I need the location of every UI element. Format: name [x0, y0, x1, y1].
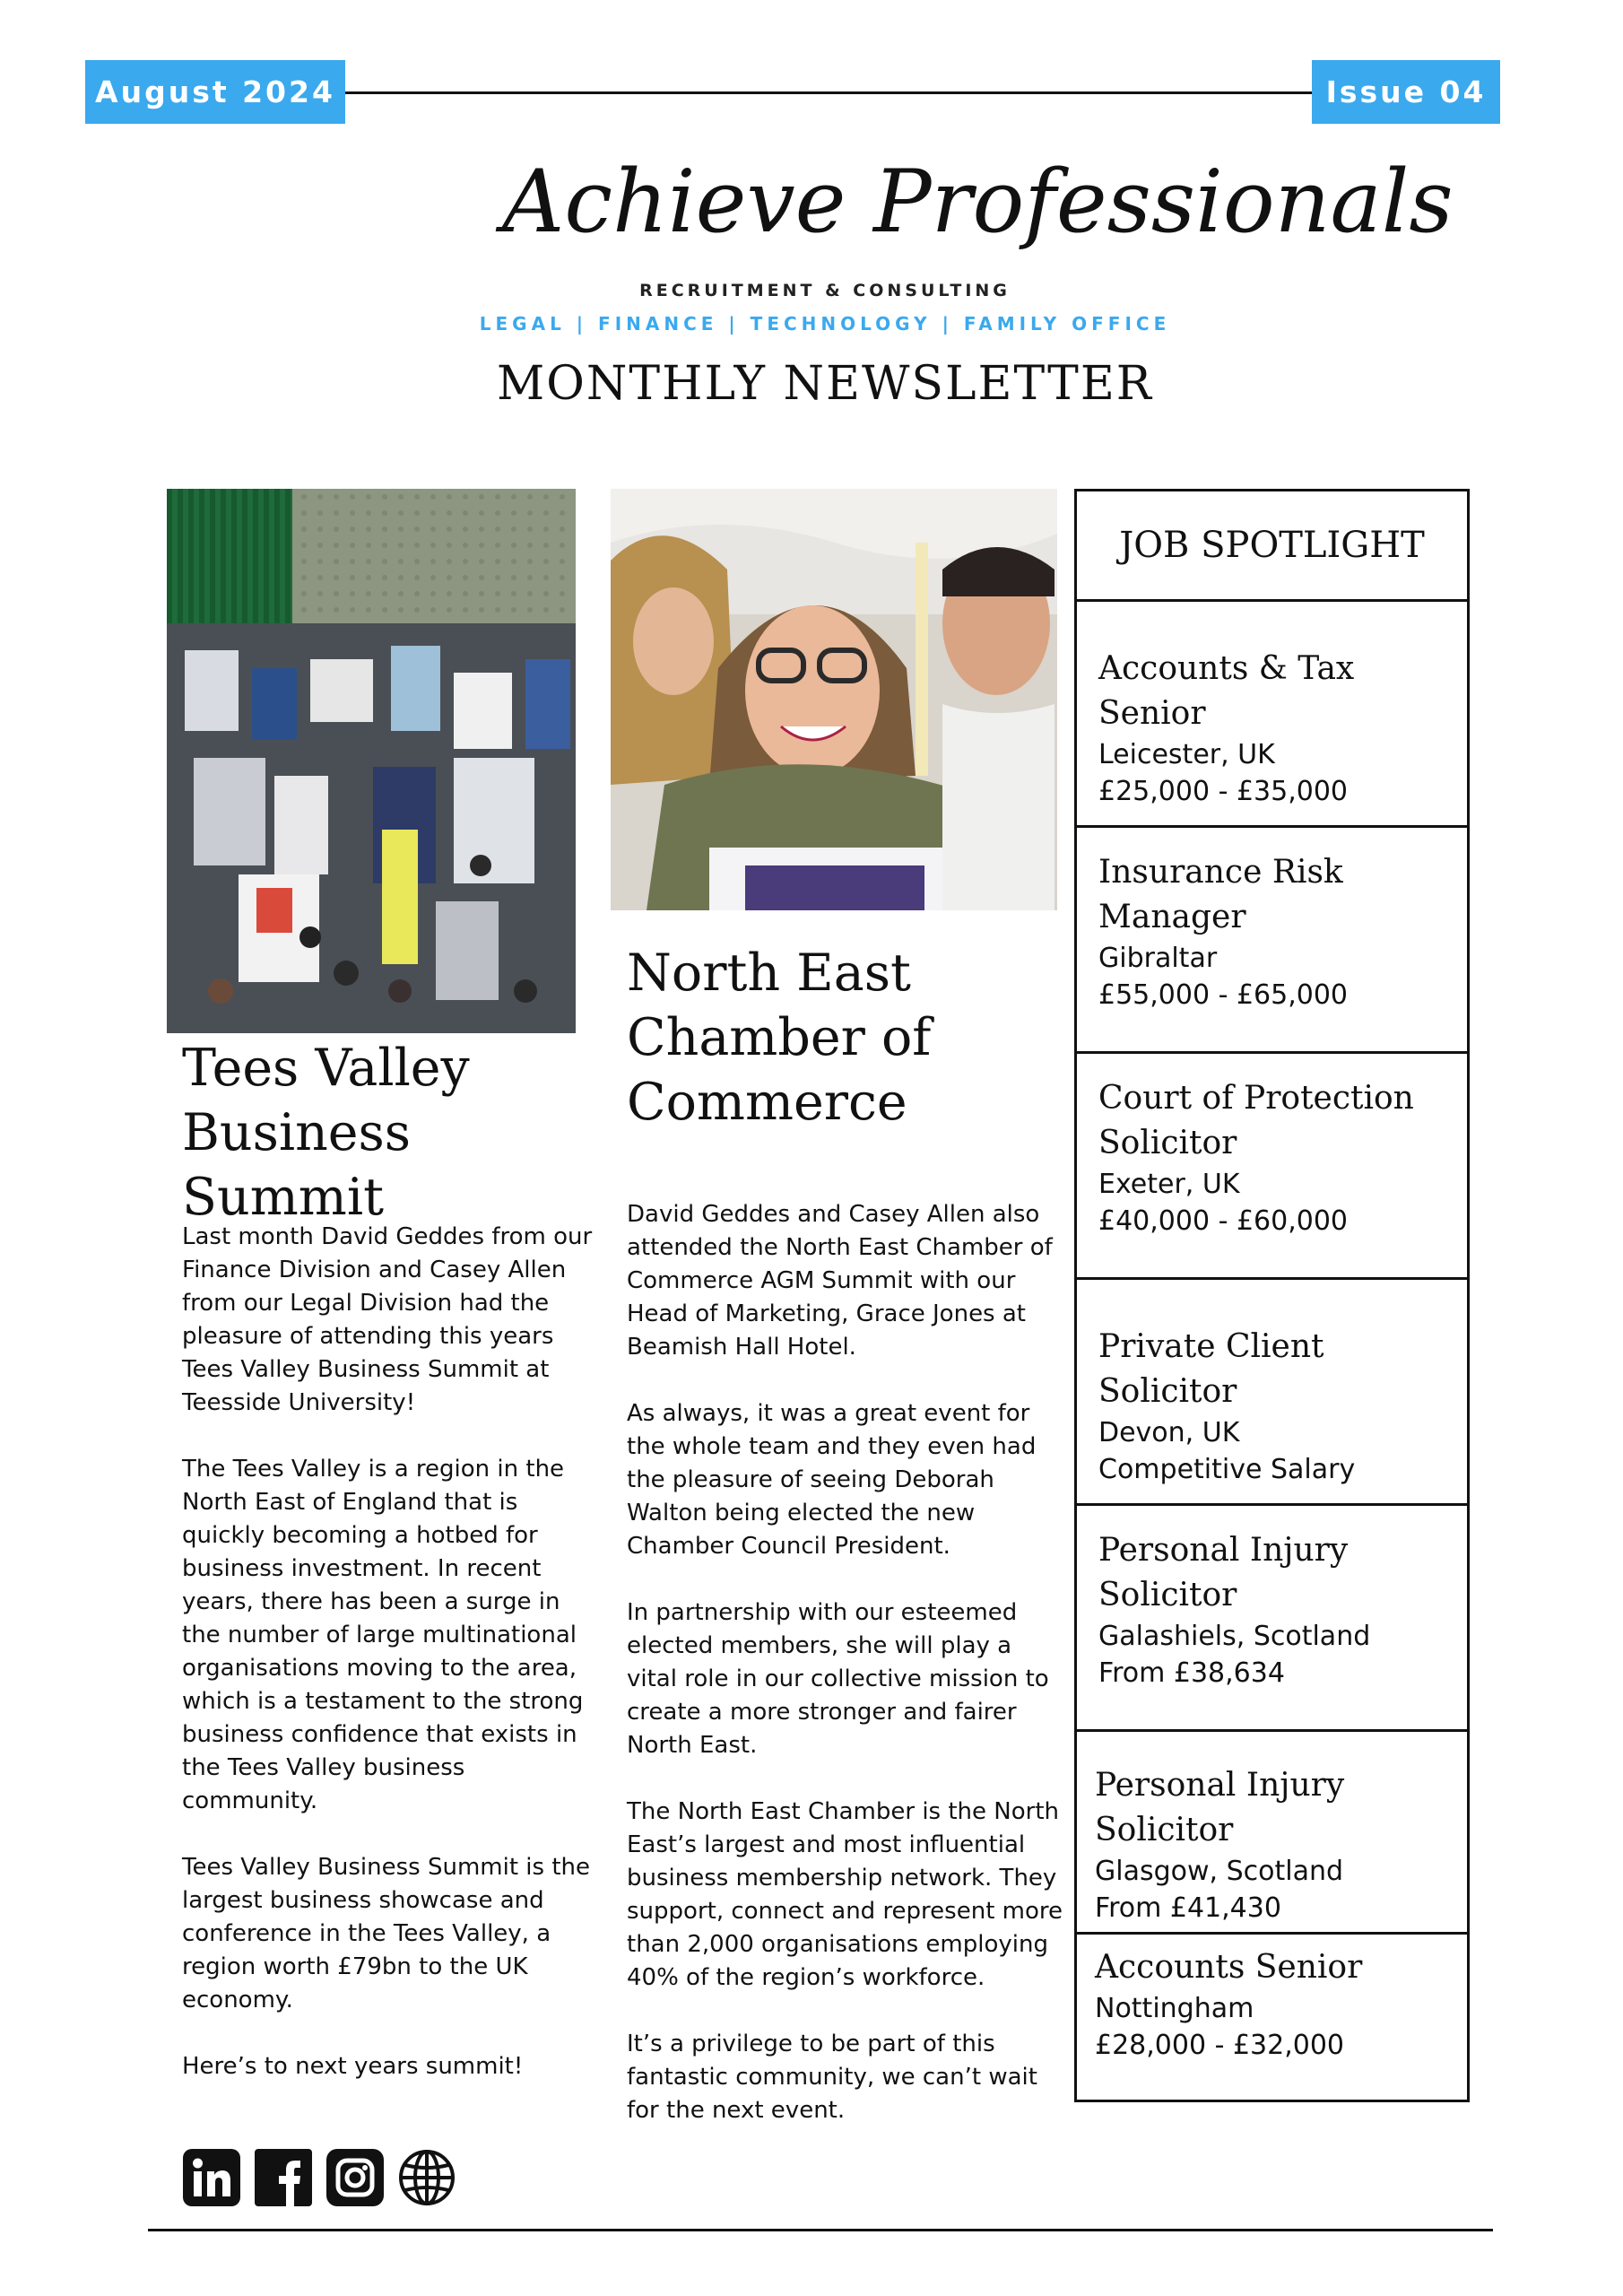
job-card[interactable] — [1077, 1732, 1467, 1935]
header-divider — [345, 91, 1312, 94]
job-title: Accounts & Tax Senior — [1098, 650, 1355, 732]
article-1-headline: Tees Valley Business Summit — [182, 1039, 470, 1227]
job-location: Devon, UK — [1098, 1417, 1240, 1448]
job-location: Galashiels, Scotland — [1098, 1621, 1371, 1652]
article-2-headline: North East Chamber of Commerce — [627, 944, 932, 1132]
issue-badge: Issue 04 — [1312, 60, 1500, 124]
article-paragraph: In partnership with our esteemed elected members, she will play a vital role in our collective mission to create a more stronger and fairer North East. — [627, 1599, 1049, 1759]
job-location: Glasgow, Scotland — [1095, 1856, 1344, 1887]
job-salary: £55,000 - £65,000 — [1098, 979, 1349, 1011]
job-spotlight-title: JOB SPOTLIGHT — [1077, 491, 1467, 602]
job-salary: From £38,634 — [1098, 1657, 1285, 1689]
job-card[interactable] — [1077, 828, 1467, 1054]
article-2-body — [627, 1198, 1066, 2161]
job-title: Private Client Solicitor — [1098, 1328, 1324, 1410]
job-spotlight — [1074, 489, 1470, 2102]
social-links — [182, 2148, 456, 2207]
article-1-body — [182, 1221, 603, 2117]
job-salary: £28,000 - £32,000 — [1095, 2030, 1345, 2061]
article-paragraph: It’s a privilege to be part of this fantastic community, we can’t wait for the next event. — [627, 2031, 1037, 2124]
globe-icon[interactable] — [397, 2148, 456, 2207]
job-salary: From £41,430 — [1095, 1892, 1281, 1924]
article-paragraph: As always, it was a great event for the whole team and they even had the pleasure of seeing Deborah Walton being elected the new Chamber Council President. — [627, 1400, 1037, 1560]
job-card[interactable] — [1077, 1280, 1467, 1506]
chamber-event-photo — [611, 489, 1057, 910]
article-paragraph: David Geddes and Casey Allen also attended the North East Chamber of Commerce AGM Summit with our Head of Marketing, Grace Jones at Beamish Hall Hotel. — [627, 1201, 1053, 1361]
job-location: Leicester, UK — [1098, 739, 1275, 770]
job-location: Gibraltar — [1098, 943, 1218, 974]
date-badge: August 2024 — [85, 60, 345, 124]
job-card[interactable] — [1077, 602, 1467, 828]
job-title: Accounts Senior — [1095, 1949, 1363, 1986]
job-title: Personal Injury Solicitor — [1095, 1767, 1345, 1848]
article-paragraph: The Tees Valley is a region in the North East of England that is quickly becoming a hotbed for business investment. In recent years, there has been a surge in the number of large multinational organisations moving to the area, which is a testament to the strong business confidence that exists in the Tees Valley business community. — [182, 1456, 584, 1814]
job-title: Court of Protection Solicitor — [1098, 1080, 1414, 1161]
article-paragraph: Here’s to next years summit! — [182, 2053, 524, 2080]
newsletter-title: MONTHLY NEWSLETTER — [497, 357, 1153, 411]
job-title: Insurance Risk Manager — [1098, 854, 1343, 935]
job-location: Exeter, UK — [1098, 1169, 1240, 1200]
job-card[interactable] — [1077, 1506, 1467, 1732]
job-location: Nottingham — [1095, 1993, 1254, 2024]
instagram-icon[interactable] — [325, 2148, 385, 2207]
job-salary: £25,000 - £35,000 — [1098, 776, 1349, 807]
logo: Achieve Professionals — [502, 152, 1454, 252]
article-paragraph: The North East Chamber is the North East’s largest and most influential business membership network. They support, connect and represent more than 2,000 organisations employing 40% of the region’s workforce. — [627, 1798, 1063, 1991]
logo-tagline: RECRUITMENT & CONSULTING — [639, 281, 1011, 300]
job-salary: £40,000 - £60,000 — [1098, 1205, 1349, 1237]
logo-divisions: LEGAL | FINANCE | TECHNOLOGY | FAMILY OFFICE — [479, 313, 1171, 335]
linkedin-icon[interactable] — [182, 2148, 241, 2207]
article-paragraph: Last month David Geddes from our Finance Division and Casey Allen from our Legal Division had the pleasure of attending this years Tees Valley Business Summit at Teesside University! — [182, 1223, 593, 1416]
footer-divider — [148, 2229, 1493, 2231]
job-card[interactable] — [1077, 1054, 1467, 1280]
job-title: Personal Injury Solicitor — [1098, 1532, 1349, 1613]
summit-photo — [167, 489, 576, 1033]
job-salary: Competitive Salary — [1098, 1454, 1356, 1485]
facebook-icon[interactable] — [254, 2148, 313, 2207]
job-card[interactable] — [1077, 1935, 1467, 2100]
article-paragraph: Tees Valley Business Summit is the largest business showcase and conference in the Tees Valley, a region worth £79bn to the UK economy. — [182, 1854, 590, 2013]
